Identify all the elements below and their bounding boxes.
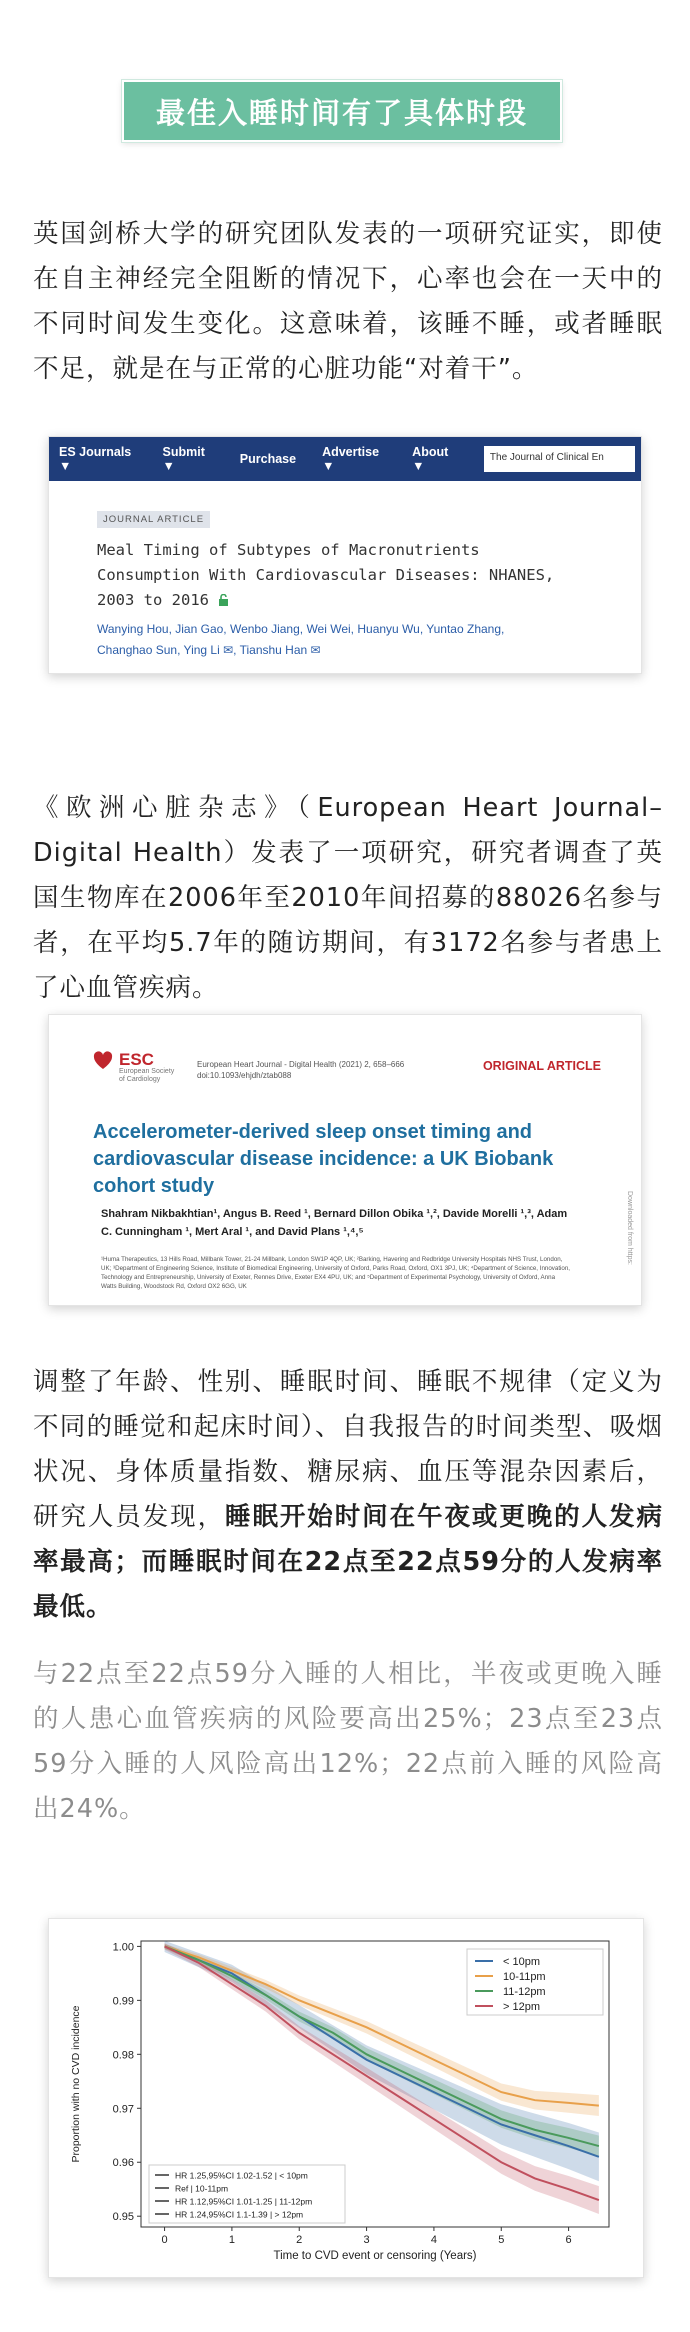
x-tick-label: 1 xyxy=(228,2234,235,2246)
findings-highlight: 睡眠开始时间在午夜或更晚的人发病率最高；而睡眠时间在22点至22点59分的人发病率最低。 xyxy=(33,1502,663,1622)
esc-affiliations: ¹Huma Therapeutics, 13 Hills Road, Millbank Tower, 21-24 Millbank, London SW1P 4QP, UK; ²Barking, Havering and Redbridge University Hospitals NHS Trust, London, UK; ³Department of Engineering Science, Institute of Biomedical Engineering, University of Oxford, Parks Road, Oxford, OX1 3PJ, UK; ⁴Department of Science, Innovation, Technology and Entrepreneurship, University of Exeter, Rennes Drive, Exeter EX4 4PU, UK; and ⁵Department of Experimental Psychology, University of Oxford, Anna Watts Building, Woodstock Rd, Oxford OX2 6GG, UK xyxy=(101,1256,571,1290)
esc-logo-sub: of Cardiology xyxy=(119,1076,161,1083)
article-title[interactable] xyxy=(97,538,641,613)
nav-purchase[interactable]: Purchase xyxy=(239,452,297,466)
title-banner xyxy=(122,80,562,142)
esc-logo xyxy=(93,1051,174,1084)
y-tick-label: 0.96 xyxy=(112,2157,134,2170)
heart-logo-icon xyxy=(93,1051,113,1071)
journal-citation xyxy=(197,1059,404,1081)
journal-article-card xyxy=(48,436,642,674)
hr-legend-label-0: HR 1.25,95%CI 1.02-1.52 | < 10pm xyxy=(175,2170,308,2181)
article-type-label: ORIGINAL ARTICLE xyxy=(482,1059,601,1073)
x-tick-label: 4 xyxy=(430,2234,437,2246)
x-tick-label: 3 xyxy=(363,2234,370,2246)
esc-article-card xyxy=(48,1014,642,1306)
article-title-line: 2003 to 2016 xyxy=(97,588,641,613)
journal-search-input[interactable]: The Journal of Clinical En xyxy=(484,446,635,472)
article-authors xyxy=(97,619,641,661)
y-tick-label: 1.00 xyxy=(112,1941,134,1954)
author-list-line[interactable]: Changhao Sun, Ying Li ✉, Tianshu Han ✉ xyxy=(97,643,321,657)
journal-nav-bar xyxy=(49,437,641,481)
journal-citation-line: European Heart Journal - Digital Health (2021) 2, 658–666 xyxy=(197,1060,405,1069)
hr-legend-label-2: HR 1.12,95%CI 1.01-1.25 | 11-12pm xyxy=(175,2196,313,2207)
findings-text: 调整了年龄、性别、睡眠时间、睡眠不规律（定义为不同的睡觉和起床时间）、自我报告的时间类型、吸烟状况、身体质量指数、糖尿病、血压等混杂因素后，研究人员发现， xyxy=(33,1367,663,1532)
x-tick-label: 6 xyxy=(565,2234,572,2246)
study-paragraph: 《欧洲心脏杂志》（European Heart Journal–Digital Health）发表了一项研究，研究者调查了英国生物库在2006年至2010年间招募的88026名参与者，在平均5.7年的随访期间，有3172名参与者患上了心血管疾病。 xyxy=(33,793,663,1003)
y-tick-label: 0.99 xyxy=(112,1995,134,2008)
nav-es-journals[interactable]: ES Journals ▼ xyxy=(59,445,132,473)
risk-paragraph: 与22点至22点59分入睡的人相比，半夜或更晚入睡的人患心血管疾病的风险要高出25%；23点至23点59分入睡的人风险高出12%；22点前入睡的风险高出24%。 xyxy=(33,1659,663,1824)
open-access-lock-icon xyxy=(218,589,229,601)
legend-label-2: 11-12pm xyxy=(503,1986,546,1998)
intro-paragraph: 英国剑桥大学的研究团队发表的一项研究证实，即使在自主神经完全阻断的情况下，心率也会在一天中的不同时间发生变化。这意味着，该睡不睡，或者睡眠不足，就是在与正常的心脏功能“对着干”。 xyxy=(33,219,663,384)
x-tick-label: 0 xyxy=(161,2234,168,2246)
esc-logo-name: ESC xyxy=(119,1050,154,1069)
x-axis-label: Time to CVD event or censoring (Years) xyxy=(273,2250,477,2262)
doi-link[interactable]: doi:10.1093/ehjdh/ztab088 xyxy=(197,1071,292,1080)
survival-chart xyxy=(49,1919,645,2279)
article-title-line: Meal Timing of Subtypes of Macronutrients xyxy=(97,541,480,559)
article-title-line: Consumption With Cardiovascular Diseases: NHANES, xyxy=(97,566,555,584)
legend-label-3: > 12pm xyxy=(503,2001,540,2013)
nav-advertise[interactable]: Advertise ▼ xyxy=(322,445,380,473)
legend-label-0: < 10pm xyxy=(503,1956,540,1968)
author-list-line[interactable]: Wanying Hou, Jian Gao, Wenbo Jiang, Wei Wei, Huanyu Wu, Yuntao Zhang, xyxy=(97,622,505,636)
y-axis-label: Proportion with no CVD incidence xyxy=(70,2005,82,2163)
article-type-badge: JOURNAL ARTICLE xyxy=(97,511,210,528)
legend-label-1: 10-11pm xyxy=(503,1971,546,1983)
esc-logo-sub: European Society xyxy=(119,1068,175,1075)
hr-legend-label-1: Ref | 10-11pm xyxy=(175,2183,229,2194)
y-tick-label: 0.97 xyxy=(112,2103,134,2116)
survival-chart-card xyxy=(48,1918,644,2278)
download-side-note: Downloaded from https: xyxy=(626,1191,633,1265)
y-tick-label: 0.98 xyxy=(112,2049,134,2062)
section-title: 最佳入睡时间有了具体时段 xyxy=(155,95,528,130)
nav-submit[interactable]: Submit ▼ xyxy=(162,445,205,473)
findings-paragraph xyxy=(33,1360,663,1630)
nav-about[interactable]: About ▼ xyxy=(412,445,449,473)
y-tick-label: 0.95 xyxy=(112,2211,134,2224)
x-tick-label: 2 xyxy=(296,2234,303,2246)
x-tick-label: 5 xyxy=(498,2234,505,2246)
esc-article-authors: Shahram Nikbakhtian¹, Angus B. Reed ¹, Bernard Dillon Obika ¹,², Davide Morelli ¹,³, Adam C. Cunningham ¹, Mert Aral ¹, and David Plans ¹,⁴,⁵ xyxy=(101,1208,568,1238)
hr-legend-label-3: HR 1.24,95%CI 1.1-1.39 | > 12pm xyxy=(175,2209,304,2220)
esc-article-title: Accelerometer-derived sleep onset timing and cardiovascular disease incidence: a UK Biobank cohort study xyxy=(93,1121,554,1197)
